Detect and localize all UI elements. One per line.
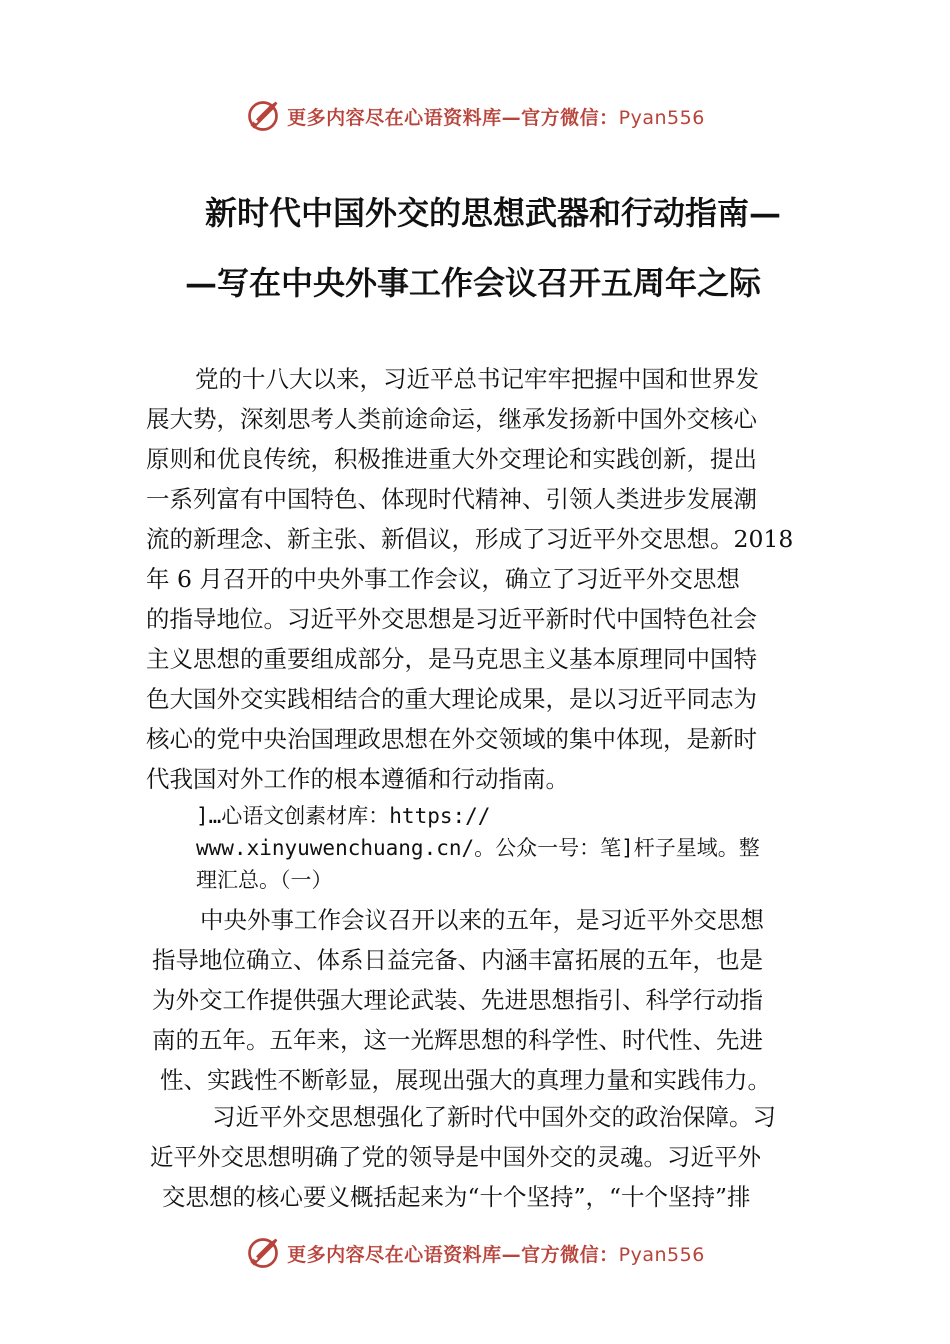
source-note-line: 理汇总。（一） xyxy=(196,868,333,892)
paragraph-line: 南的五年。五年来，这一光辉思想的科学性、时代性、先进 xyxy=(152,1026,763,1054)
paragraph-line: 的指导地位。习近平外交思想是习近平新时代中国特色社会 xyxy=(146,605,757,633)
paragraph-line: 性、实践性不断彰显，展现出强大的真理力量和实践伟力。 xyxy=(160,1066,771,1094)
paragraph-line: 代我国对外工作的根本遵循和行动指南。 xyxy=(146,765,569,793)
pen-nib-logo-icon xyxy=(245,98,281,134)
source-note-line: www.xinyuwenchuang.cn/。公众一号：笔]杆子星域。整 xyxy=(196,836,760,860)
header-watermark xyxy=(0,96,950,136)
paragraph-line: 主义思想的重要组成部分，是马克思主义基本原理同中国特 xyxy=(146,645,757,673)
paragraph-line: 流的新理念、新主张、新倡议，形成了习近平外交思想。2018 xyxy=(146,525,794,553)
watermark-wechat-id: Pyan556 xyxy=(618,106,705,129)
paragraph-line: 交思想的核心要义概括起来为“十个坚持”，“十个坚持”排 xyxy=(162,1183,751,1211)
paragraph-line: 展大势，深刻思考人类前途命运，继承发扬新中国外交核心 xyxy=(146,405,757,433)
watermark-text: 更多内容尽在心语资料库—官方微信：Pyan556 xyxy=(287,1243,705,1266)
footer-watermark xyxy=(0,1233,950,1273)
paragraph-line: 原则和优良传统，积极推进重大外交理论和实践创新，提出 xyxy=(146,445,757,473)
paragraph-line: 中央外事工作会议召开以来的五年，是习近平外交思想 xyxy=(200,906,764,934)
document-title-line-2: —写在中央外事工作会议召开五周年之际 xyxy=(184,264,761,302)
watermark-text: 更多内容尽在心语资料库—官方微信：Pyan556 xyxy=(287,106,705,129)
document-title-line-1: 新时代中国外交的思想武器和行动指南— xyxy=(204,194,781,232)
paragraph-line: 近平外交思想明确了党的领导是中国外交的灵魂。习近平外 xyxy=(150,1143,761,1171)
paragraph-line: 色大国外交实践相结合的重大理论成果，是以习近平同志为 xyxy=(146,685,757,713)
paragraph-line: 党的十八大以来，习近平总书记牢牢把握中国和世界发 xyxy=(195,365,759,393)
paragraph-line: 年 6 月召开的中央外事工作会议，确立了习近平外交思想 xyxy=(146,565,740,593)
paragraph-line: 为外交工作提供强大理论武装、先进思想指引、科学行动指 xyxy=(152,986,763,1014)
paragraph-line: 一系列富有中国特色、体现时代精神、引领人类进步发展潮 xyxy=(146,485,757,513)
watermark-wechat-id: Pyan556 xyxy=(618,1243,705,1266)
paragraph-line: 习近平外交思想强化了新时代中国外交的政治保障。习 xyxy=(212,1103,776,1131)
source-note-line: ]…心语文创素材库：https:// xyxy=(196,804,491,828)
pen-nib-logo-icon xyxy=(245,1235,281,1271)
paragraph-line: 指导地位确立、体系日益完备、内涵丰富拓展的五年，也是 xyxy=(152,946,763,974)
paragraph-line: 核心的党中央治国理政思想在外交领域的集中体现，是新时 xyxy=(146,725,757,753)
